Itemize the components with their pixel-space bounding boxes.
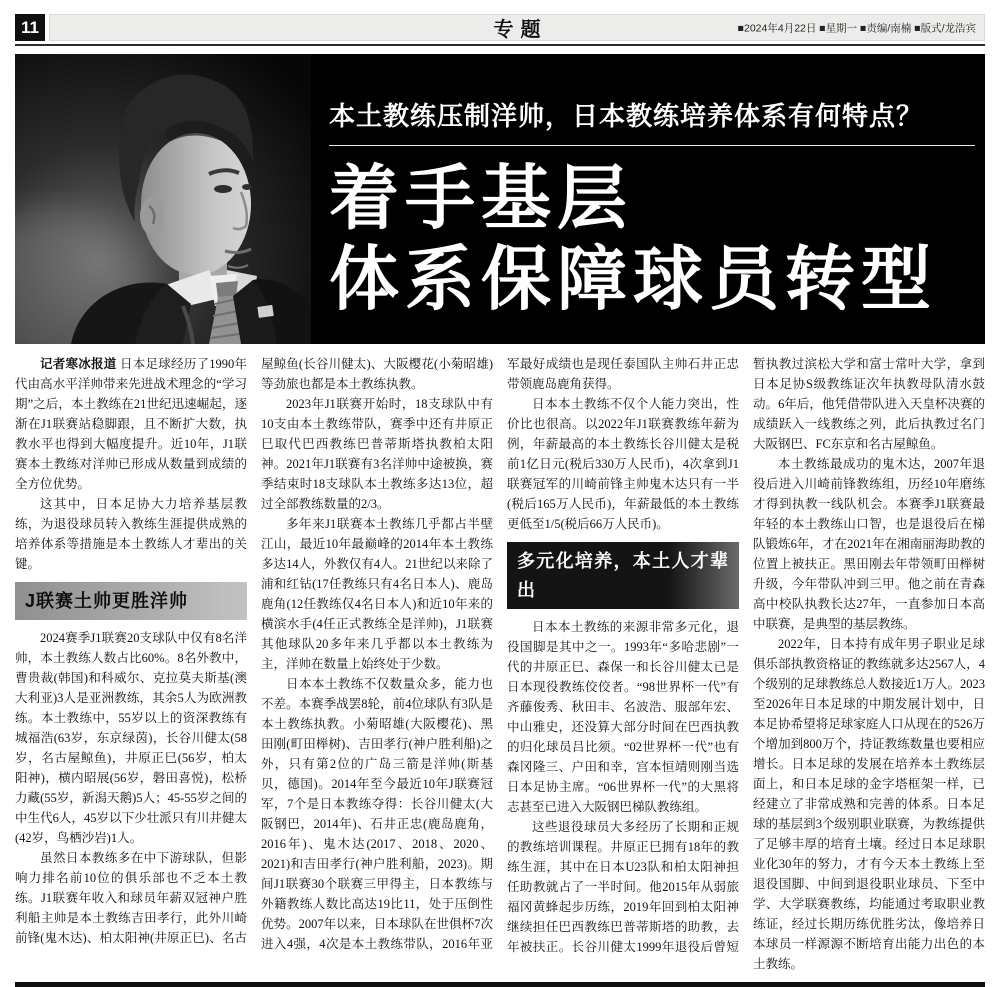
article-paragraph: 日本本土教练不仅个人能力突出，性价比也很高。以2022年J1联赛教练年薪为例，年薪最高的本土教练长谷川健太是税前1亿日元(税后330万人民币)，4次拿到J1联赛冠军的川崎前锋主帅鬼木达只有一半(税后165万人民币)，年薪最低的本土教练更低至1/5(税后66万人民币)。 xyxy=(507,397,739,531)
article-paragraph: 多年来J1联赛本土教练几乎都占半壁江山，最近10年最巅峰的2014年本土教练多达14人，外教仅有4人。21世纪以来除了浦和红钻(17任教练只有4名日本人)、鹿岛鹿角(12任教练仅4名日本人)和近10年来的横滨水手(4任正式教练全是洋帅)，J1联赛其他球队20多年来几乎都以本土教练为主，洋帅在数量上始终处于少数。 xyxy=(261,517,493,671)
byline: 记者寒冰报道 xyxy=(40,357,117,371)
article-paragraph: 虽然日本教练多在中下游球队，但影响力排名前10位的俱乐部也不乏本土教练。J1联赛年收入和球员年薪双冠神户胜利船主帅是本土教练吉田孝行，此外川崎前锋(鬼木达)、柏太阳神(井原正巳)、名古屋鲸鱼(长谷川健太)、大阪樱花(小菊昭雄)等劲旅也都是本土教练执教。 xyxy=(15,357,493,945)
headline-kicker: 本土教练压制洋帅，日本教练培养体系有何特点？ xyxy=(329,96,975,146)
article-paragraph: 日本本土教练的来源非常多元化，退役国脚是其中之一。1993年“多哈悲剧”一代的井原正巳、森保一和长谷川健太已是日本现役教练佼佼者。“98世界杯一代”有齐藤俊秀、秋田丰、名波浩、服部年宏、中山雅史，还没算大部分时间在巴西执教的归化球员吕比须。“02世界杯一代”也有森冈隆三、户田和幸，宫本恒靖则刚当选日本足协主席。“06世界杯一代”的大黑将志甚至已进入大阪钢巴梯队教练组。 xyxy=(507,619,739,814)
section-header: 多元化培养，本土人才辈出 xyxy=(507,542,739,609)
masthead-rule xyxy=(15,44,985,46)
article-paragraph: 这些退役球员大多经历了长期和正规的教练培训课程。井原正巳拥有18年的教练生涯，其中在日本U23队和柏太阳神担任助教就占了一半时间。他2015年从弱旅福冈黄蜂起步历练，2019年回到柏太阳神继续担任巴西教练巴普蒂斯塔的助教，去年被扶正。长谷川健太1999年退役后曾短暂执教过滨松大学和富士常叶大学，拿到日本足协S级教练证次年执教母队清水鼓动。6年后，他凭借带队进入天皇杯决赛的成绩跃入一线教练之列，此后执教过名门大阪钢巴、FC东京和名古屋鲸鱼。 xyxy=(507,357,985,954)
headline-title xyxy=(329,160,975,321)
page-title: 专题 xyxy=(493,19,548,41)
lead-text: 日本足球经历了1990年代由高水平洋帅带来先进战术理念的“学习期”之后，本土教练在21世纪迅速崛起，逐渐在J1联赛站稳脚跟，且不断扩大数，执教水平也得到大幅度提升。近10年，J1联赛本土教练对洋帅已形成从数量到成绩的全方位优势。 xyxy=(15,357,247,491)
dateline: ■2024年4月22日 ■星期一 ■责编/南楠 ■版式/龙浩宾 xyxy=(737,22,976,34)
article-paragraph: 2024赛季J1联赛20支球队中仅有8名洋帅，本土教练人数占比60%。8名外教中，曹贵裁(韩国)和科威尔、克拉莫夫斯基(澳大利亚)3人是亚洲教练，其余5人为欧洲教练。本土教练中，55岁以上的资深教练有城福浩(63岁，东京绿茵)，长谷川健太(58岁，名古屋鲸鱼)，井原正巳(56岁，柏太阳神)，横内昭展(56岁，磐田喜悦)，松桥力藏(55岁，新潟天鹅)5人；45-55岁之间的中生代6人，45岁以下少壮派只有川井健太(42岁，鸟栖沙岩)1人。 xyxy=(15,630,247,845)
headline-banner xyxy=(15,54,985,344)
article-paragraph: 日本本土教练不仅数量众多，能力也不差。本赛季战罢8轮，前4位球队有3队是本土教练执教。小菊昭雄(大阪樱花)、黑田刚(町田榉树)、吉田孝行(神户胜利船)之外，只有第2位的广岛三箭是洋帅(斯基贝，德国)。2014年至今最近10年J联赛冠军，7个是日本教练夺得：长谷川健太(大阪钢巴，2014年)、石井正忠(鹿岛鹿角，2016年)、鬼木达(2017、2018、2020、2021)和吉田孝行(神户胜利船，2023)。期间J1联赛30个联赛三甲得主，日本教练与外籍教练人数比高达19比11，处于压倒性优势。2007年以来，日本球队在世俱杯7次进入4强，4次是本土教练带队，2016年亚军最好成绩也是现任泰国队主帅石井正忠带领鹿岛鹿角获得。 xyxy=(261,357,739,951)
headline-title-line2: 体系保障球员转型 xyxy=(329,241,937,319)
article-body xyxy=(15,354,985,974)
article-paragraph: 本土教练最成功的鬼木达，2007年退役后进入川崎前锋教练组，历经10年磨练才得到执教一线队机会。本赛季J1联赛最年轻的本土教练山口智，也是退役后在梯队锻炼6年，才在2021年在湘南丽海助教的位置上被扶正。黑田刚去年带领町田榉树升级，今年带队冲到三甲。他之前在青森高中校队执教长达27年，一直参加日本高中联赛，是典型的基层教练。 xyxy=(753,457,985,631)
article-paragraph xyxy=(15,354,247,494)
masthead xyxy=(15,14,985,41)
headline-title-line1: 着手基层 xyxy=(329,161,633,238)
masthead-band xyxy=(49,14,985,41)
section-header: J联赛土帅更胜洋帅 xyxy=(15,582,247,620)
page-number: 11 xyxy=(15,14,45,41)
headline-block xyxy=(311,54,985,344)
article-paragraph: 这其中，日本足协大力培养基层教练，为退役球员转入教练生涯提供成熟的培养体系等措施是本土教练人才辈出的关键。 xyxy=(15,497,247,571)
article-paragraph: 2022年，日本持有成年男子职业足球俱乐部执教资格证的教练就多达2567人，4个级别的足球教练总人数接近1万人。2023至2026年日本足球的中期发展计划中，日本足协希望将足球家庭人口从现在的526万个增加到800万个，持证教练数量也要相应增长。日本足球的发展在培养本土教练层面上，和日本足球的金字塔框架一样，已经建立了非常成熟和完善的体系。日本足球的基层到3个级别职业联赛，为教练提供了足够丰厚的培育土壤。经过日本足球职业化30年的努力，才有今天本土教练上至退役国脚、中间到退役职业球员、下至中学、大学联赛教练，均能通过考取职业教练证，经过长期历练优胜劣汰，像培养日本球员一样源源不断培育出能力出色的本土教练。 xyxy=(753,637,985,971)
coach-photo xyxy=(15,54,311,344)
article-paragraph: 2023年J1联赛开始时，18支球队中有10支由本土教练带队，赛季中还有井原正巳取代巴西教练巴普蒂斯塔执教柏太阳神。2021年J1联赛有3名洋帅中途被换，赛季结束时18支球队本土教练多达13位，超过全部教练数量的2/3。 xyxy=(261,397,493,511)
bottom-rule xyxy=(15,982,985,987)
